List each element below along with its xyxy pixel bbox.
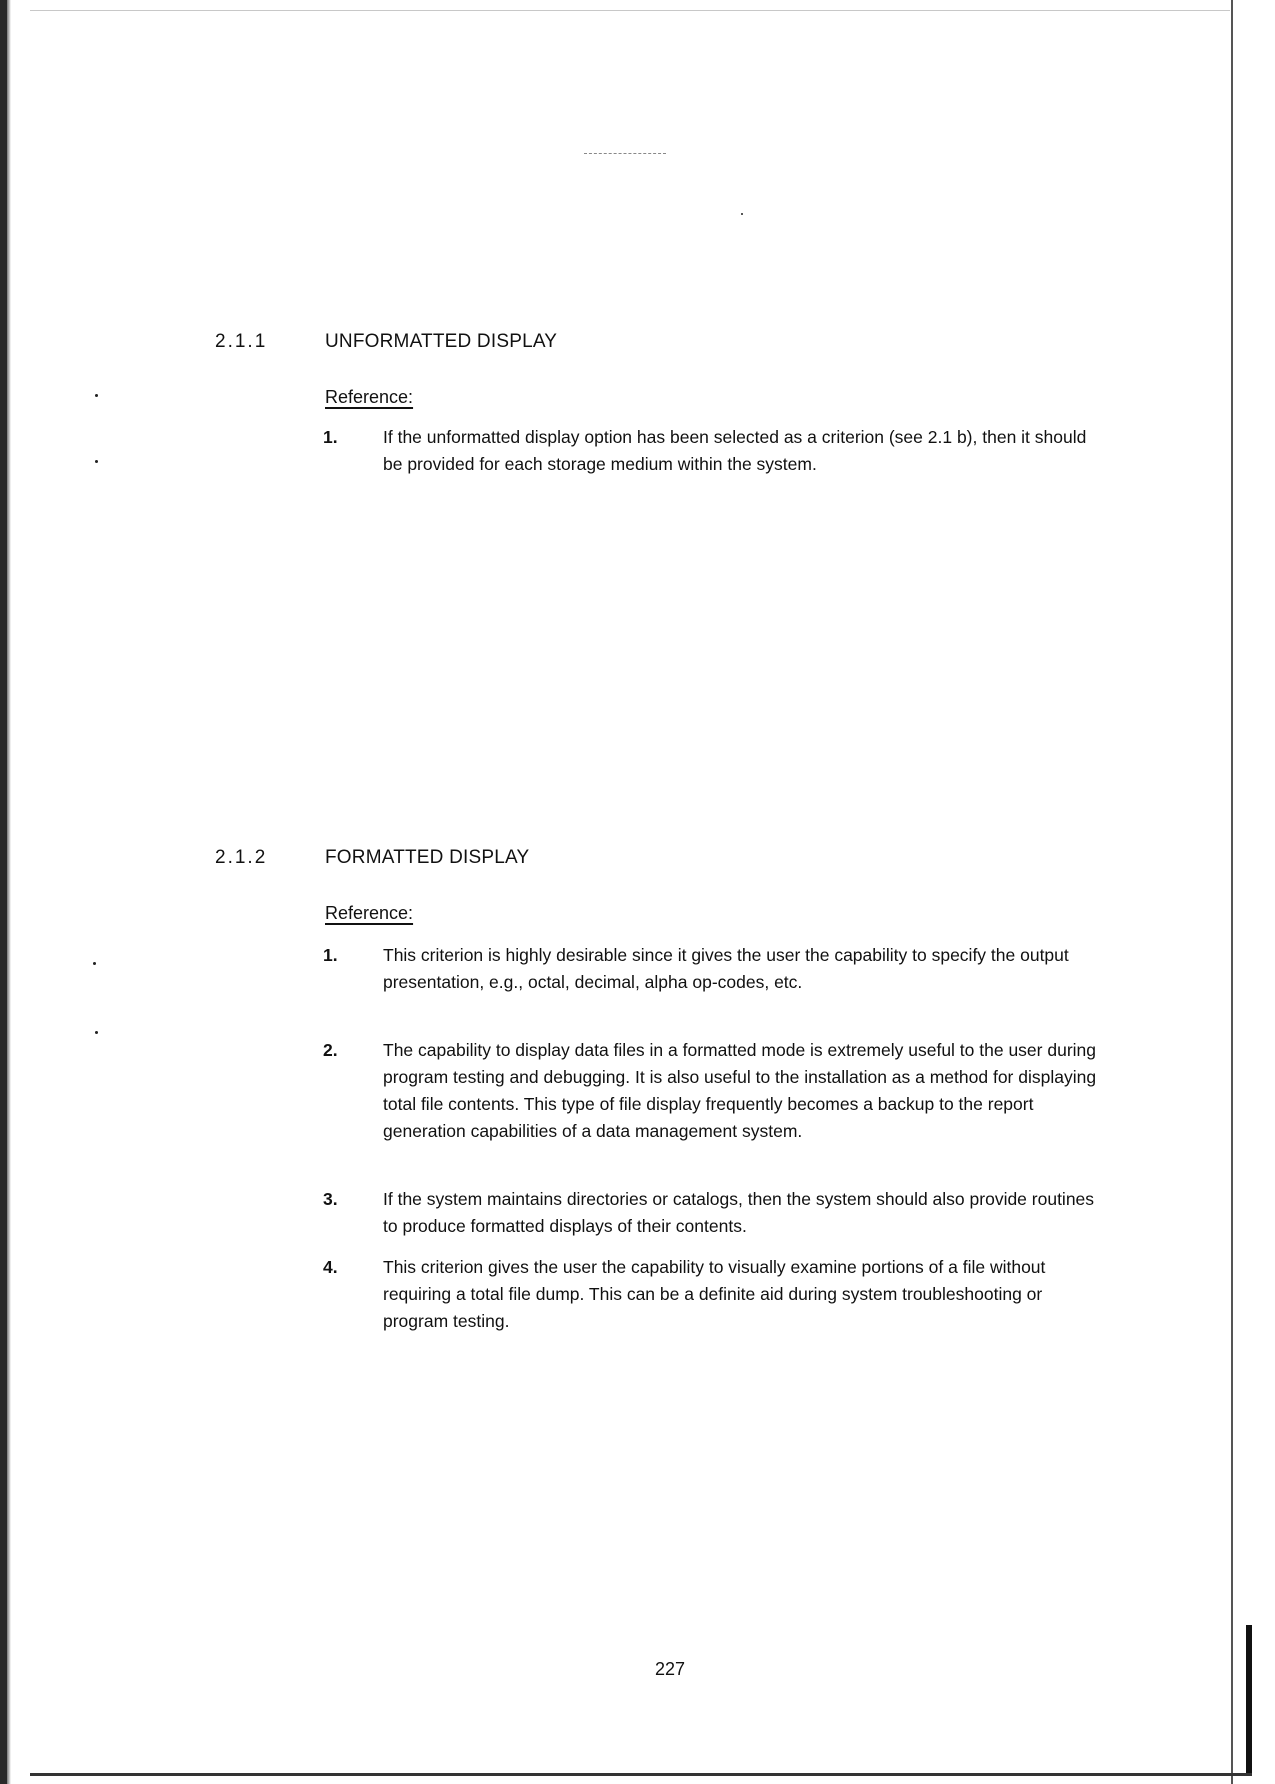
page-number: 227 [654, 1659, 686, 1679]
scan-speck [95, 394, 98, 397]
scan-edge-left [0, 0, 7, 1784]
list-item-number: 1. [323, 945, 338, 965]
list-item-number: 1. [323, 427, 338, 447]
scan-edge-top [30, 10, 1230, 11]
scan-speck [741, 213, 743, 215]
scan-dash-mark [584, 153, 666, 155]
scan-speck [95, 1031, 98, 1034]
section-number: 2.1.1 [215, 331, 268, 352]
list-item-number: 2. [323, 1040, 338, 1060]
scan-edge-bottom [30, 1773, 1252, 1776]
section-number: 2.1.2 [215, 847, 268, 868]
scan-edge-right-mark [1246, 1625, 1252, 1775]
list-item-text: This criterion is highly desirable since it gives the user the capability to specify the output presentation, e.g., octal, decimal, alpha op-codes, etc. [383, 945, 1069, 992]
reference-label: Reference: [325, 903, 414, 923]
scan-speck [93, 962, 96, 965]
scan-edge-right [1231, 0, 1233, 1784]
scan-edge-shadow [7, 0, 11, 1784]
reference-label: Reference: [325, 387, 414, 407]
list-item-text: This criterion gives the user the capability to visually examine portions of a file without requiring a total file dump. This can be a definite aid during system troubleshooting or program testing. [383, 1257, 1046, 1331]
list-item-text: The capability to display data files in a formatted mode is extremely useful to the user during program testing and debugging. It is also useful to the installation as a method for displaying total file contents. This type of file display frequently becomes a backup to the report generation capabilities of a data management system. [383, 1040, 1097, 1141]
section-title: UNFORMATTED DISPLAY [325, 331, 558, 352]
list-item-number: 4. [323, 1257, 338, 1277]
list-item-text: If the system maintains directories or catalogs, then the system should also provide routines to produce formatted displays of their contents. [383, 1189, 1095, 1236]
scan-speck [95, 460, 98, 463]
section-title: FORMATTED DISPLAY [325, 847, 530, 868]
list-item-number: 3. [323, 1189, 338, 1209]
list-item-text: If the unformatted display option has been selected as a criterion (see 2.1 b), then it should be provided for each storage medium within the system. [383, 427, 1087, 474]
